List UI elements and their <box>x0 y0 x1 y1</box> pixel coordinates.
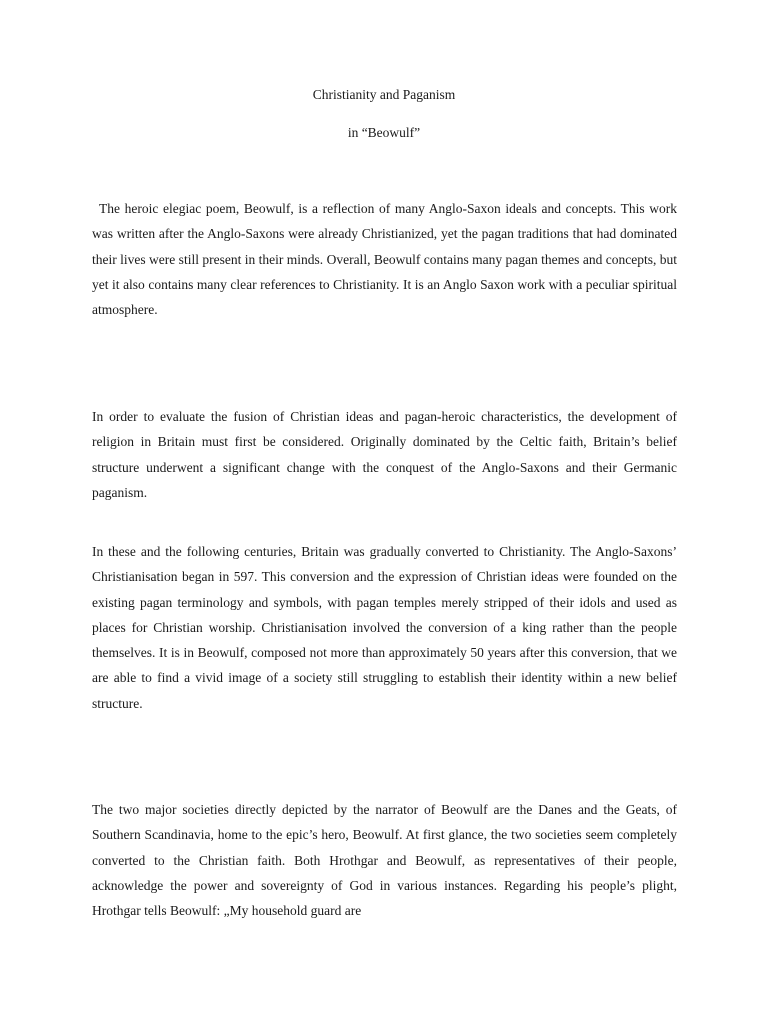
paragraph-religion-britain: In order to evaluate the fusion of Christian ideas and pagan-heroic characteristics, the development of religion in Britain must first be considered. Originally dominated by the Celtic faith, Britain’s belief structure underwent a significant change with the conquest of the Anglo-Saxons and their Germanic paganism. <box>92 409 677 500</box>
paragraph-intro: The heroic elegiac poem, Beowulf, is a reflection of many Anglo-Saxon ideals and concepts. This work was written after the Anglo-Saxons were already Christianized, yet the pagan traditions that had dominated their lives were still present in their minds. Overall, Beowulf contains many pagan themes and concepts, but yet it also contains many clear references to Christianity. It is an Anglo Saxon work with a peculiar spiritual atmosphere. <box>92 201 677 318</box>
document-title: Christianity and Paganism <box>312 87 456 102</box>
document-subtitle: in “Beowulf” <box>347 125 421 140</box>
paragraph-danes-geats: The two major societies directly depicted by the narrator of Beowulf are the Danes and the Geats, of Southern Scandinavia, home to the epic’s hero, Beowulf. At first glance, the two societies seem completely converted to the Christian faith. Both Hrothgar and Beowulf, as representatives of their people, acknowledge the power and sovereignty of God in various instances. Regarding his people’s plight, Hrothgar tells Beowulf: „My household guard are <box>92 802 677 919</box>
paragraph-christianisation: In these and the following centuries, Britain was gradually converted to Christianity. The Anglo-Saxons’ Christianisation began in 597. This conversion and the expression of Christian ideas were founded on the existing pagan terminology and symbols, with pagan temples merely stripped of their idols and used as places for Christian worship. Christianisation involved the conversion of a king rather than the people themselves. It is in Beowulf, composed not more than approximately 50 years after this conversion, that we are able to find a vivid image of a society still struggling to establish their identity within a new belief structure. <box>92 544 677 711</box>
